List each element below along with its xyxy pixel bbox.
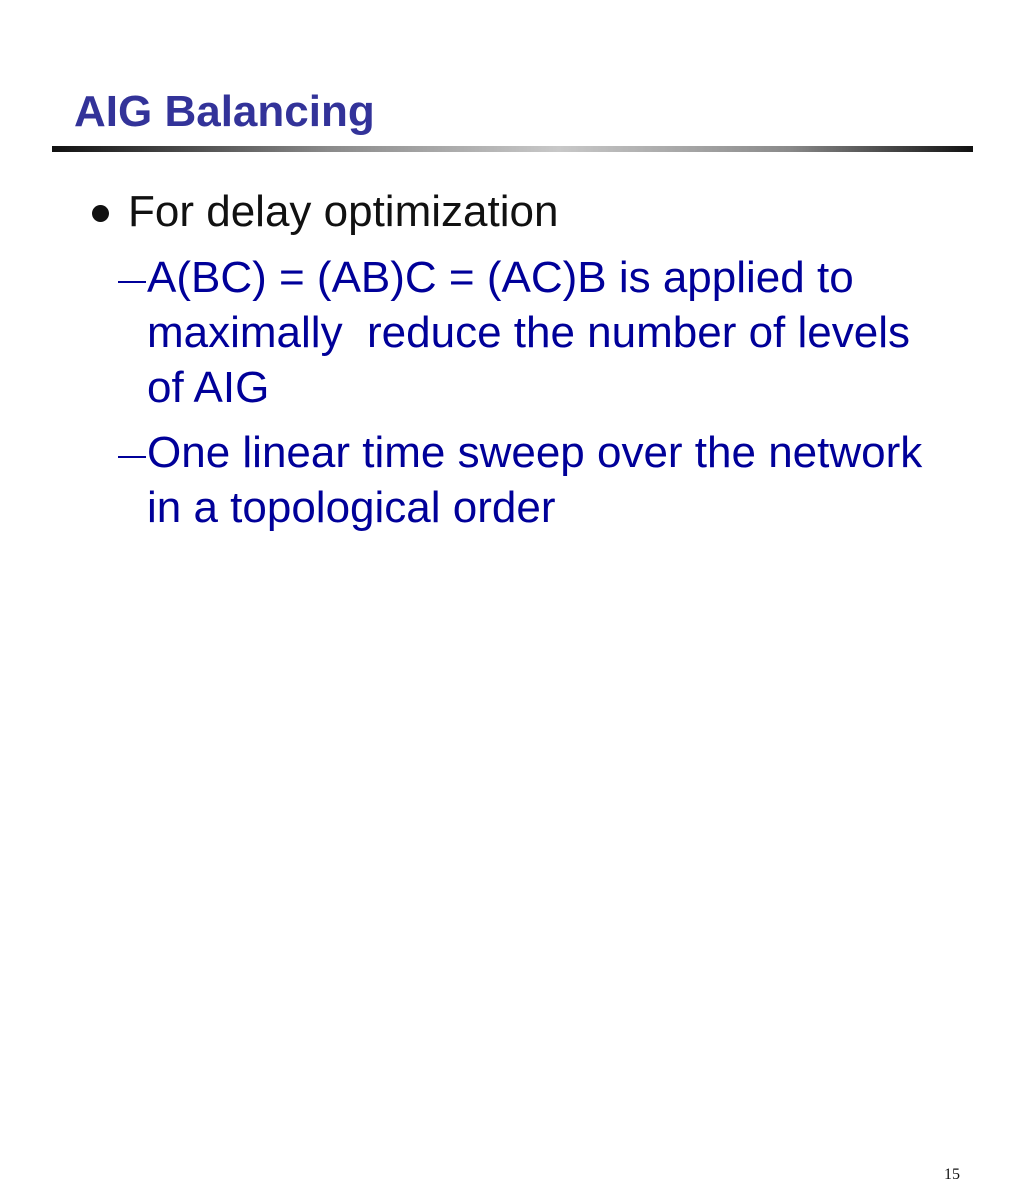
title-divider [52,146,973,152]
bullet-text: For delay optimization [128,187,559,236]
sub-bullet-text [147,250,977,415]
bullet-dot-icon [92,205,109,222]
sub-bullet-line: in a topological order [147,483,556,532]
sub-bullet-line: of AIG [147,363,270,412]
sub-bullet-line: One linear time sweep over the network [147,428,923,477]
slide-title: AIG Balancing [74,87,375,136]
page-number: 15 [944,1166,960,1183]
sub-bullet-text [147,425,977,535]
dash-bullet-icon [118,456,146,458]
sub-bullet-line: A(BC) = (AB)C = (AC)B is applied to [147,253,854,302]
dash-bullet-icon [118,281,146,283]
sub-bullet-line: maximally reduce the number of levels [147,308,910,357]
